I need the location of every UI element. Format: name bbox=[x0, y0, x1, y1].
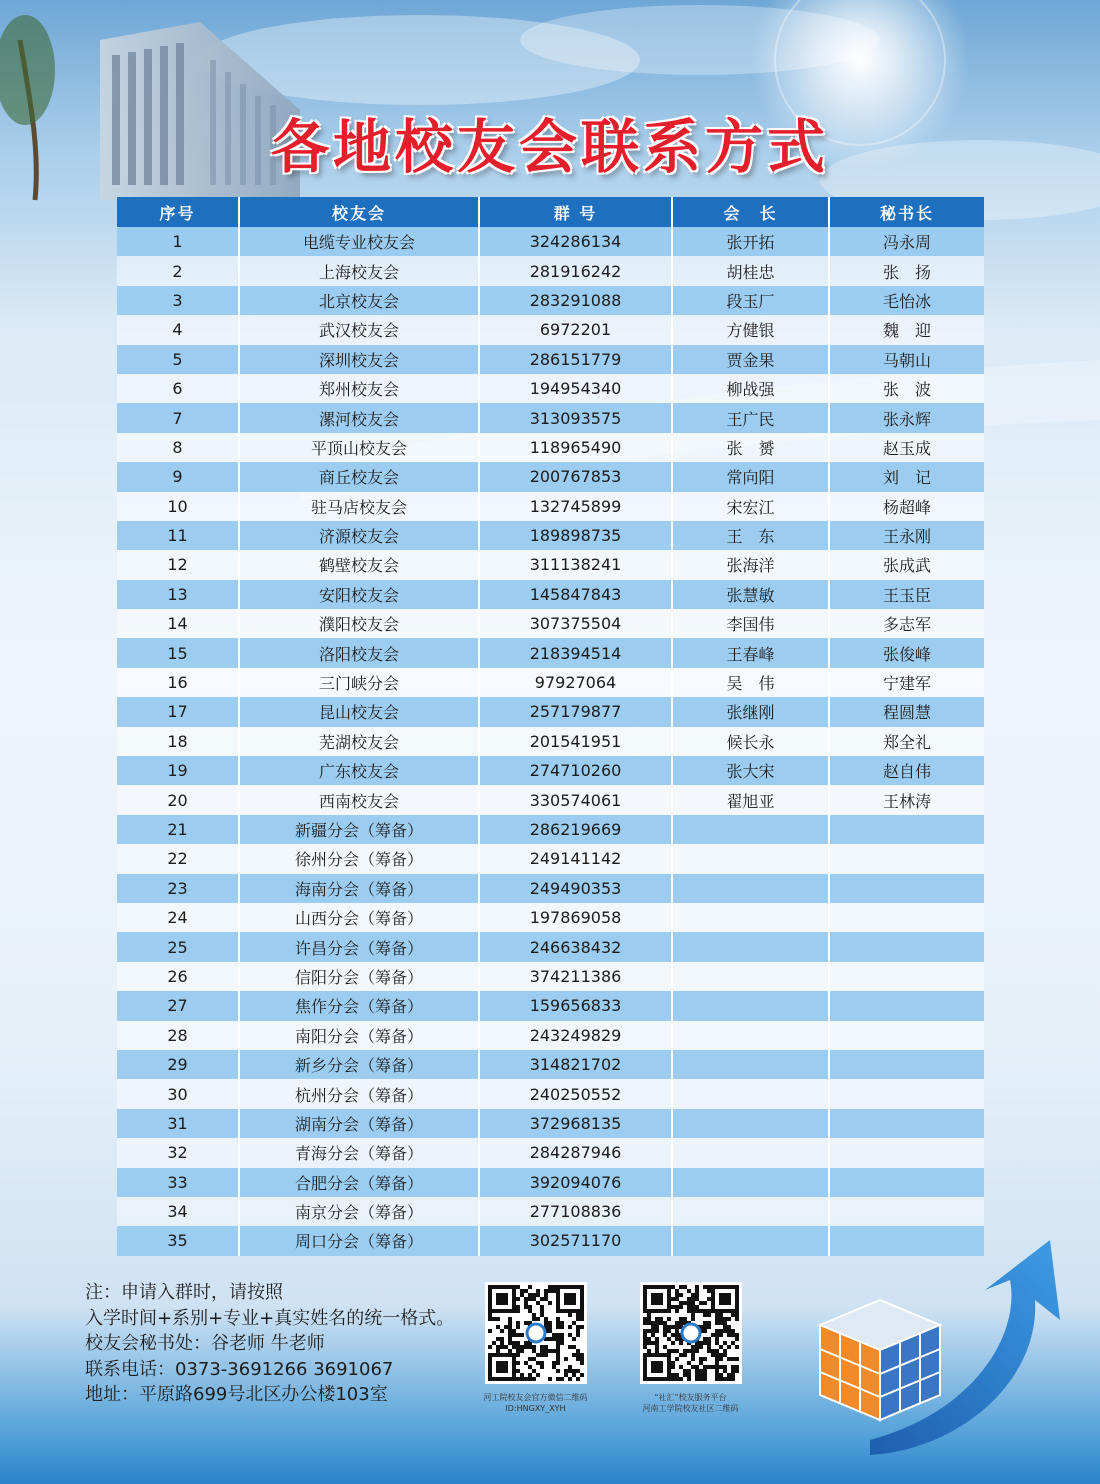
alumni-contact-table bbox=[117, 197, 984, 1256]
table-row bbox=[117, 433, 984, 462]
table-row bbox=[117, 1197, 984, 1226]
table-row bbox=[117, 756, 984, 785]
table-row bbox=[117, 785, 984, 814]
cell-association: 南阳分会（筹备） bbox=[239, 1021, 479, 1050]
cell-no: 20 bbox=[117, 785, 239, 814]
cell-association: 杭州分会（筹备） bbox=[239, 1079, 479, 1108]
table-row bbox=[117, 991, 984, 1020]
table-row bbox=[117, 374, 984, 403]
secretariat-line: 校友会秘书处：谷老师 牛老师 bbox=[85, 1333, 325, 1354]
cell-association: 昆山校友会 bbox=[239, 697, 479, 726]
cell-president: 李国伟 bbox=[672, 609, 829, 638]
cell-no: 7 bbox=[117, 403, 239, 432]
cell-group-number: 189898735 bbox=[479, 521, 672, 550]
cell-group-number: 97927064 bbox=[479, 668, 672, 697]
cell-association: 焦作分会（筹备） bbox=[239, 991, 479, 1020]
cell-no: 1 bbox=[117, 227, 239, 256]
cell-president: 方健银 bbox=[672, 315, 829, 344]
cell-president: 候长永 bbox=[672, 727, 829, 756]
cell-president bbox=[672, 1168, 829, 1197]
cell-president: 张继刚 bbox=[672, 697, 829, 726]
cell-secretary bbox=[829, 1138, 984, 1167]
cell-secretary bbox=[829, 1109, 984, 1138]
cell-no: 25 bbox=[117, 932, 239, 961]
cell-president bbox=[672, 903, 829, 932]
note-line: 入学时间+系别+专业+真实姓名的统一格式。 bbox=[85, 1307, 455, 1329]
table-row bbox=[117, 874, 984, 903]
table-row bbox=[117, 668, 984, 697]
cell-group-number: 249141142 bbox=[479, 844, 672, 873]
table-row bbox=[117, 462, 984, 491]
cell-president: 翟旭亚 bbox=[672, 785, 829, 814]
cell-secretary: 冯永周 bbox=[829, 227, 984, 256]
cell-no: 29 bbox=[117, 1050, 239, 1079]
cell-president: 张海洋 bbox=[672, 550, 829, 579]
qr-caption-line: 河南工学院校友社区二维码 bbox=[642, 1404, 739, 1413]
cell-no: 27 bbox=[117, 991, 239, 1020]
table-row bbox=[117, 1109, 984, 1138]
cell-president bbox=[672, 991, 829, 1020]
cell-association: 南京分会（筹备） bbox=[239, 1197, 479, 1226]
cell-association: 驻马店校友会 bbox=[239, 492, 479, 521]
cell-secretary: 杨超峰 bbox=[829, 492, 984, 521]
cell-secretary bbox=[829, 903, 984, 932]
cell-no: 33 bbox=[117, 1168, 239, 1197]
cell-group-number: 314821702 bbox=[479, 1050, 672, 1079]
cell-secretary: 张成武 bbox=[829, 550, 984, 579]
table-row bbox=[117, 638, 984, 667]
cell-no: 31 bbox=[117, 1109, 239, 1138]
cell-association: 电缆专业校友会 bbox=[239, 227, 479, 256]
community-qr-block bbox=[633, 1282, 748, 1414]
table-row bbox=[117, 286, 984, 315]
table-row bbox=[117, 1050, 984, 1079]
cell-president: 胡桂忠 bbox=[672, 256, 829, 285]
phone-line: 联系电话：0373-3691266 3691067 bbox=[85, 1358, 394, 1380]
cell-no: 32 bbox=[117, 1138, 239, 1167]
cell-association: 周口分会（筹备） bbox=[239, 1226, 479, 1255]
cell-president bbox=[672, 1079, 829, 1108]
cell-president bbox=[672, 844, 829, 873]
cell-president bbox=[672, 815, 829, 844]
cell-no: 18 bbox=[117, 727, 239, 756]
cell-no: 8 bbox=[117, 433, 239, 462]
cell-no: 21 bbox=[117, 815, 239, 844]
cell-association: 安阳校友会 bbox=[239, 580, 479, 609]
table-row bbox=[117, 256, 984, 285]
cell-secretary bbox=[829, 1197, 984, 1226]
cell-association: 深圳校友会 bbox=[239, 345, 479, 374]
cell-secretary bbox=[829, 962, 984, 991]
cell-secretary: 程圆慧 bbox=[829, 697, 984, 726]
cell-group-number: 313093575 bbox=[479, 403, 672, 432]
cell-secretary: 魏 迎 bbox=[829, 315, 984, 344]
cell-association: 平顶山校友会 bbox=[239, 433, 479, 462]
cell-president bbox=[672, 1021, 829, 1050]
table-row bbox=[117, 1021, 984, 1050]
cell-president: 王广民 bbox=[672, 403, 829, 432]
cell-president bbox=[672, 1138, 829, 1167]
cell-group-number: 286151779 bbox=[479, 345, 672, 374]
header-secretary: 秘书长 bbox=[829, 197, 984, 227]
cell-association: 许昌分会（筹备） bbox=[239, 932, 479, 961]
cell-group-number: 283291088 bbox=[479, 286, 672, 315]
cell-group-number: 286219669 bbox=[479, 815, 672, 844]
cell-group-number: 307375504 bbox=[479, 609, 672, 638]
cell-no: 5 bbox=[117, 345, 239, 374]
cell-group-number: 145847843 bbox=[479, 580, 672, 609]
table-row bbox=[117, 727, 984, 756]
cell-secretary: 张 扬 bbox=[829, 256, 984, 285]
table-row bbox=[117, 403, 984, 432]
cell-group-number: 302571170 bbox=[479, 1226, 672, 1255]
qr-code-icon bbox=[643, 1285, 739, 1381]
cell-association: 漯河校友会 bbox=[239, 403, 479, 432]
cell-president: 段玉厂 bbox=[672, 286, 829, 315]
table-row bbox=[117, 1168, 984, 1197]
cell-president bbox=[672, 1050, 829, 1079]
cell-president bbox=[672, 1226, 829, 1255]
header-association: 校友会 bbox=[239, 197, 479, 227]
cell-secretary bbox=[829, 1226, 984, 1255]
cell-secretary: 赵自伟 bbox=[829, 756, 984, 785]
table-row bbox=[117, 492, 984, 521]
cell-president: 张开拓 bbox=[672, 227, 829, 256]
cell-president: 王 东 bbox=[672, 521, 829, 550]
cell-secretary: 多志军 bbox=[829, 609, 984, 638]
table-row bbox=[117, 315, 984, 344]
cell-group-number: 311138241 bbox=[479, 550, 672, 579]
qr-caption-line: 河工院校友会官方微信二维码 bbox=[483, 1393, 588, 1402]
cell-group-number: 132745899 bbox=[479, 492, 672, 521]
cell-group-number: 277108836 bbox=[479, 1197, 672, 1226]
cell-no: 13 bbox=[117, 580, 239, 609]
cell-secretary: 赵玉成 bbox=[829, 433, 984, 462]
table-row bbox=[117, 932, 984, 961]
cell-group-number: 200767853 bbox=[479, 462, 672, 491]
cell-no: 17 bbox=[117, 697, 239, 726]
table-row bbox=[117, 609, 984, 638]
table-row bbox=[117, 1138, 984, 1167]
table-row bbox=[117, 903, 984, 932]
header-group-number: 群 号 bbox=[479, 197, 672, 227]
cell-president: 吴 伟 bbox=[672, 668, 829, 697]
cell-group-number: 243249829 bbox=[479, 1021, 672, 1050]
table-header-row bbox=[117, 197, 984, 227]
table-row bbox=[117, 697, 984, 726]
cell-group-number: 374211386 bbox=[479, 962, 672, 991]
qr-caption-line: “社汇”校友服务平台 bbox=[654, 1393, 727, 1402]
cell-association: 芜湖校友会 bbox=[239, 727, 479, 756]
cell-no: 2 bbox=[117, 256, 239, 285]
cell-secretary bbox=[829, 844, 984, 873]
table-row bbox=[117, 844, 984, 873]
cell-no: 22 bbox=[117, 844, 239, 873]
cell-group-number: 118965490 bbox=[479, 433, 672, 462]
table-row bbox=[117, 1079, 984, 1108]
cell-no: 19 bbox=[117, 756, 239, 785]
cell-group-number: 330574061 bbox=[479, 785, 672, 814]
cell-no: 15 bbox=[117, 638, 239, 667]
cell-association: 湖南分会（筹备） bbox=[239, 1109, 479, 1138]
cell-association: 广东校友会 bbox=[239, 756, 479, 785]
cell-no: 35 bbox=[117, 1226, 239, 1255]
cell-group-number: 257179877 bbox=[479, 697, 672, 726]
cell-president: 宋宏江 bbox=[672, 492, 829, 521]
cell-association: 上海校友会 bbox=[239, 256, 479, 285]
table-row bbox=[117, 962, 984, 991]
cell-secretary: 王玉臣 bbox=[829, 580, 984, 609]
cell-association: 合肥分会（筹备） bbox=[239, 1168, 479, 1197]
cell-association: 新疆分会（筹备） bbox=[239, 815, 479, 844]
cell-president: 张慧敏 bbox=[672, 580, 829, 609]
table-row bbox=[117, 580, 984, 609]
cell-president: 张大宋 bbox=[672, 756, 829, 785]
cell-group-number: 392094076 bbox=[479, 1168, 672, 1197]
cell-president bbox=[672, 1109, 829, 1138]
cell-secretary bbox=[829, 1050, 984, 1079]
cell-association: 鹤壁校友会 bbox=[239, 550, 479, 579]
cell-group-number: 372968135 bbox=[479, 1109, 672, 1138]
cell-secretary bbox=[829, 932, 984, 961]
wechat-qr-caption bbox=[478, 1392, 593, 1414]
cell-group-number: 6972201 bbox=[479, 315, 672, 344]
cell-no: 28 bbox=[117, 1021, 239, 1050]
cell-secretary: 王永刚 bbox=[829, 521, 984, 550]
cell-group-number: 240250552 bbox=[479, 1079, 672, 1108]
cell-association: 信阳分会（筹备） bbox=[239, 962, 479, 991]
cell-no: 34 bbox=[117, 1197, 239, 1226]
cell-group-number: 194954340 bbox=[479, 374, 672, 403]
cell-group-number: 249490353 bbox=[479, 874, 672, 903]
table-body bbox=[117, 227, 984, 1256]
cell-secretary bbox=[829, 991, 984, 1020]
cell-group-number: 218394514 bbox=[479, 638, 672, 667]
community-qr-code[interactable] bbox=[640, 1282, 742, 1384]
cell-no: 3 bbox=[117, 286, 239, 315]
cell-association: 徐州分会（筹备） bbox=[239, 844, 479, 873]
cell-secretary: 张俊峰 bbox=[829, 638, 984, 667]
cell-no: 11 bbox=[117, 521, 239, 550]
cell-association: 青海分会（筹备） bbox=[239, 1138, 479, 1167]
cell-association: 郑州校友会 bbox=[239, 374, 479, 403]
table-row bbox=[117, 550, 984, 579]
cell-group-number: 324286134 bbox=[479, 227, 672, 256]
cell-association: 山西分会（筹备） bbox=[239, 903, 479, 932]
cell-no: 23 bbox=[117, 874, 239, 903]
cell-president: 贾金果 bbox=[672, 345, 829, 374]
cell-president bbox=[672, 962, 829, 991]
cell-secretary: 刘 记 bbox=[829, 462, 984, 491]
cell-no: 9 bbox=[117, 462, 239, 491]
cell-no: 4 bbox=[117, 315, 239, 344]
table-row bbox=[117, 815, 984, 844]
cell-no: 12 bbox=[117, 550, 239, 579]
table-row bbox=[117, 1226, 984, 1255]
cell-no: 10 bbox=[117, 492, 239, 521]
cell-association: 北京校友会 bbox=[239, 286, 479, 315]
cell-association: 海南分会（筹备） bbox=[239, 874, 479, 903]
cell-group-number: 281916242 bbox=[479, 256, 672, 285]
application-notes bbox=[85, 1280, 454, 1408]
cell-no: 6 bbox=[117, 374, 239, 403]
address-line: 地址：平原路699号北区办公楼103室 bbox=[85, 1384, 388, 1405]
cell-group-number: 284287946 bbox=[479, 1138, 672, 1167]
cell-association: 三门峡分会 bbox=[239, 668, 479, 697]
cell-no: 30 bbox=[117, 1079, 239, 1108]
cell-association: 濮阳校友会 bbox=[239, 609, 479, 638]
cell-secretary: 马朝山 bbox=[829, 345, 984, 374]
note-line: 注：申请入群时，请按照 bbox=[85, 1282, 283, 1303]
cell-president bbox=[672, 932, 829, 961]
cell-president: 张 赟 bbox=[672, 433, 829, 462]
cell-no: 26 bbox=[117, 962, 239, 991]
cell-president: 柳战强 bbox=[672, 374, 829, 403]
cell-association: 商丘校友会 bbox=[239, 462, 479, 491]
page-title: 各地校友会联系方式 bbox=[270, 113, 829, 181]
cell-secretary bbox=[829, 1168, 984, 1197]
cell-secretary: 毛怡冰 bbox=[829, 286, 984, 315]
cell-secretary bbox=[829, 815, 984, 844]
community-qr-caption bbox=[633, 1392, 748, 1414]
cell-secretary: 张永辉 bbox=[829, 403, 984, 432]
cell-secretary: 宁建军 bbox=[829, 668, 984, 697]
cell-secretary: 郑全礼 bbox=[829, 727, 984, 756]
cell-group-number: 274710260 bbox=[479, 756, 672, 785]
cell-secretary bbox=[829, 1079, 984, 1108]
cell-no: 16 bbox=[117, 668, 239, 697]
cell-association: 新乡分会（筹备） bbox=[239, 1050, 479, 1079]
qr-caption-line: ID:HNGXY_XYH bbox=[505, 1404, 566, 1413]
cell-president: 常向阳 bbox=[672, 462, 829, 491]
cell-president bbox=[672, 874, 829, 903]
cell-association: 西南校友会 bbox=[239, 785, 479, 814]
wechat-qr-code[interactable] bbox=[485, 1282, 587, 1384]
cell-secretary bbox=[829, 1021, 984, 1050]
cell-group-number: 201541951 bbox=[479, 727, 672, 756]
table-row bbox=[117, 345, 984, 374]
cell-no: 24 bbox=[117, 903, 239, 932]
cell-group-number: 246638432 bbox=[479, 932, 672, 961]
table-row bbox=[117, 227, 984, 256]
cell-group-number: 197869058 bbox=[479, 903, 672, 932]
qr-code-icon bbox=[488, 1285, 584, 1381]
cell-president bbox=[672, 1197, 829, 1226]
cell-secretary: 张 波 bbox=[829, 374, 984, 403]
cell-association: 济源校友会 bbox=[239, 521, 479, 550]
cell-association: 武汉校友会 bbox=[239, 315, 479, 344]
header-no: 序号 bbox=[117, 197, 239, 227]
cell-no: 14 bbox=[117, 609, 239, 638]
cell-group-number: 159656833 bbox=[479, 991, 672, 1020]
table-row bbox=[117, 521, 984, 550]
cell-secretary: 王林涛 bbox=[829, 785, 984, 814]
wechat-qr-block bbox=[478, 1282, 593, 1414]
cell-secretary bbox=[829, 874, 984, 903]
cell-association: 洛阳校友会 bbox=[239, 638, 479, 667]
header-president: 会 长 bbox=[672, 197, 829, 227]
cell-president: 王春峰 bbox=[672, 638, 829, 667]
